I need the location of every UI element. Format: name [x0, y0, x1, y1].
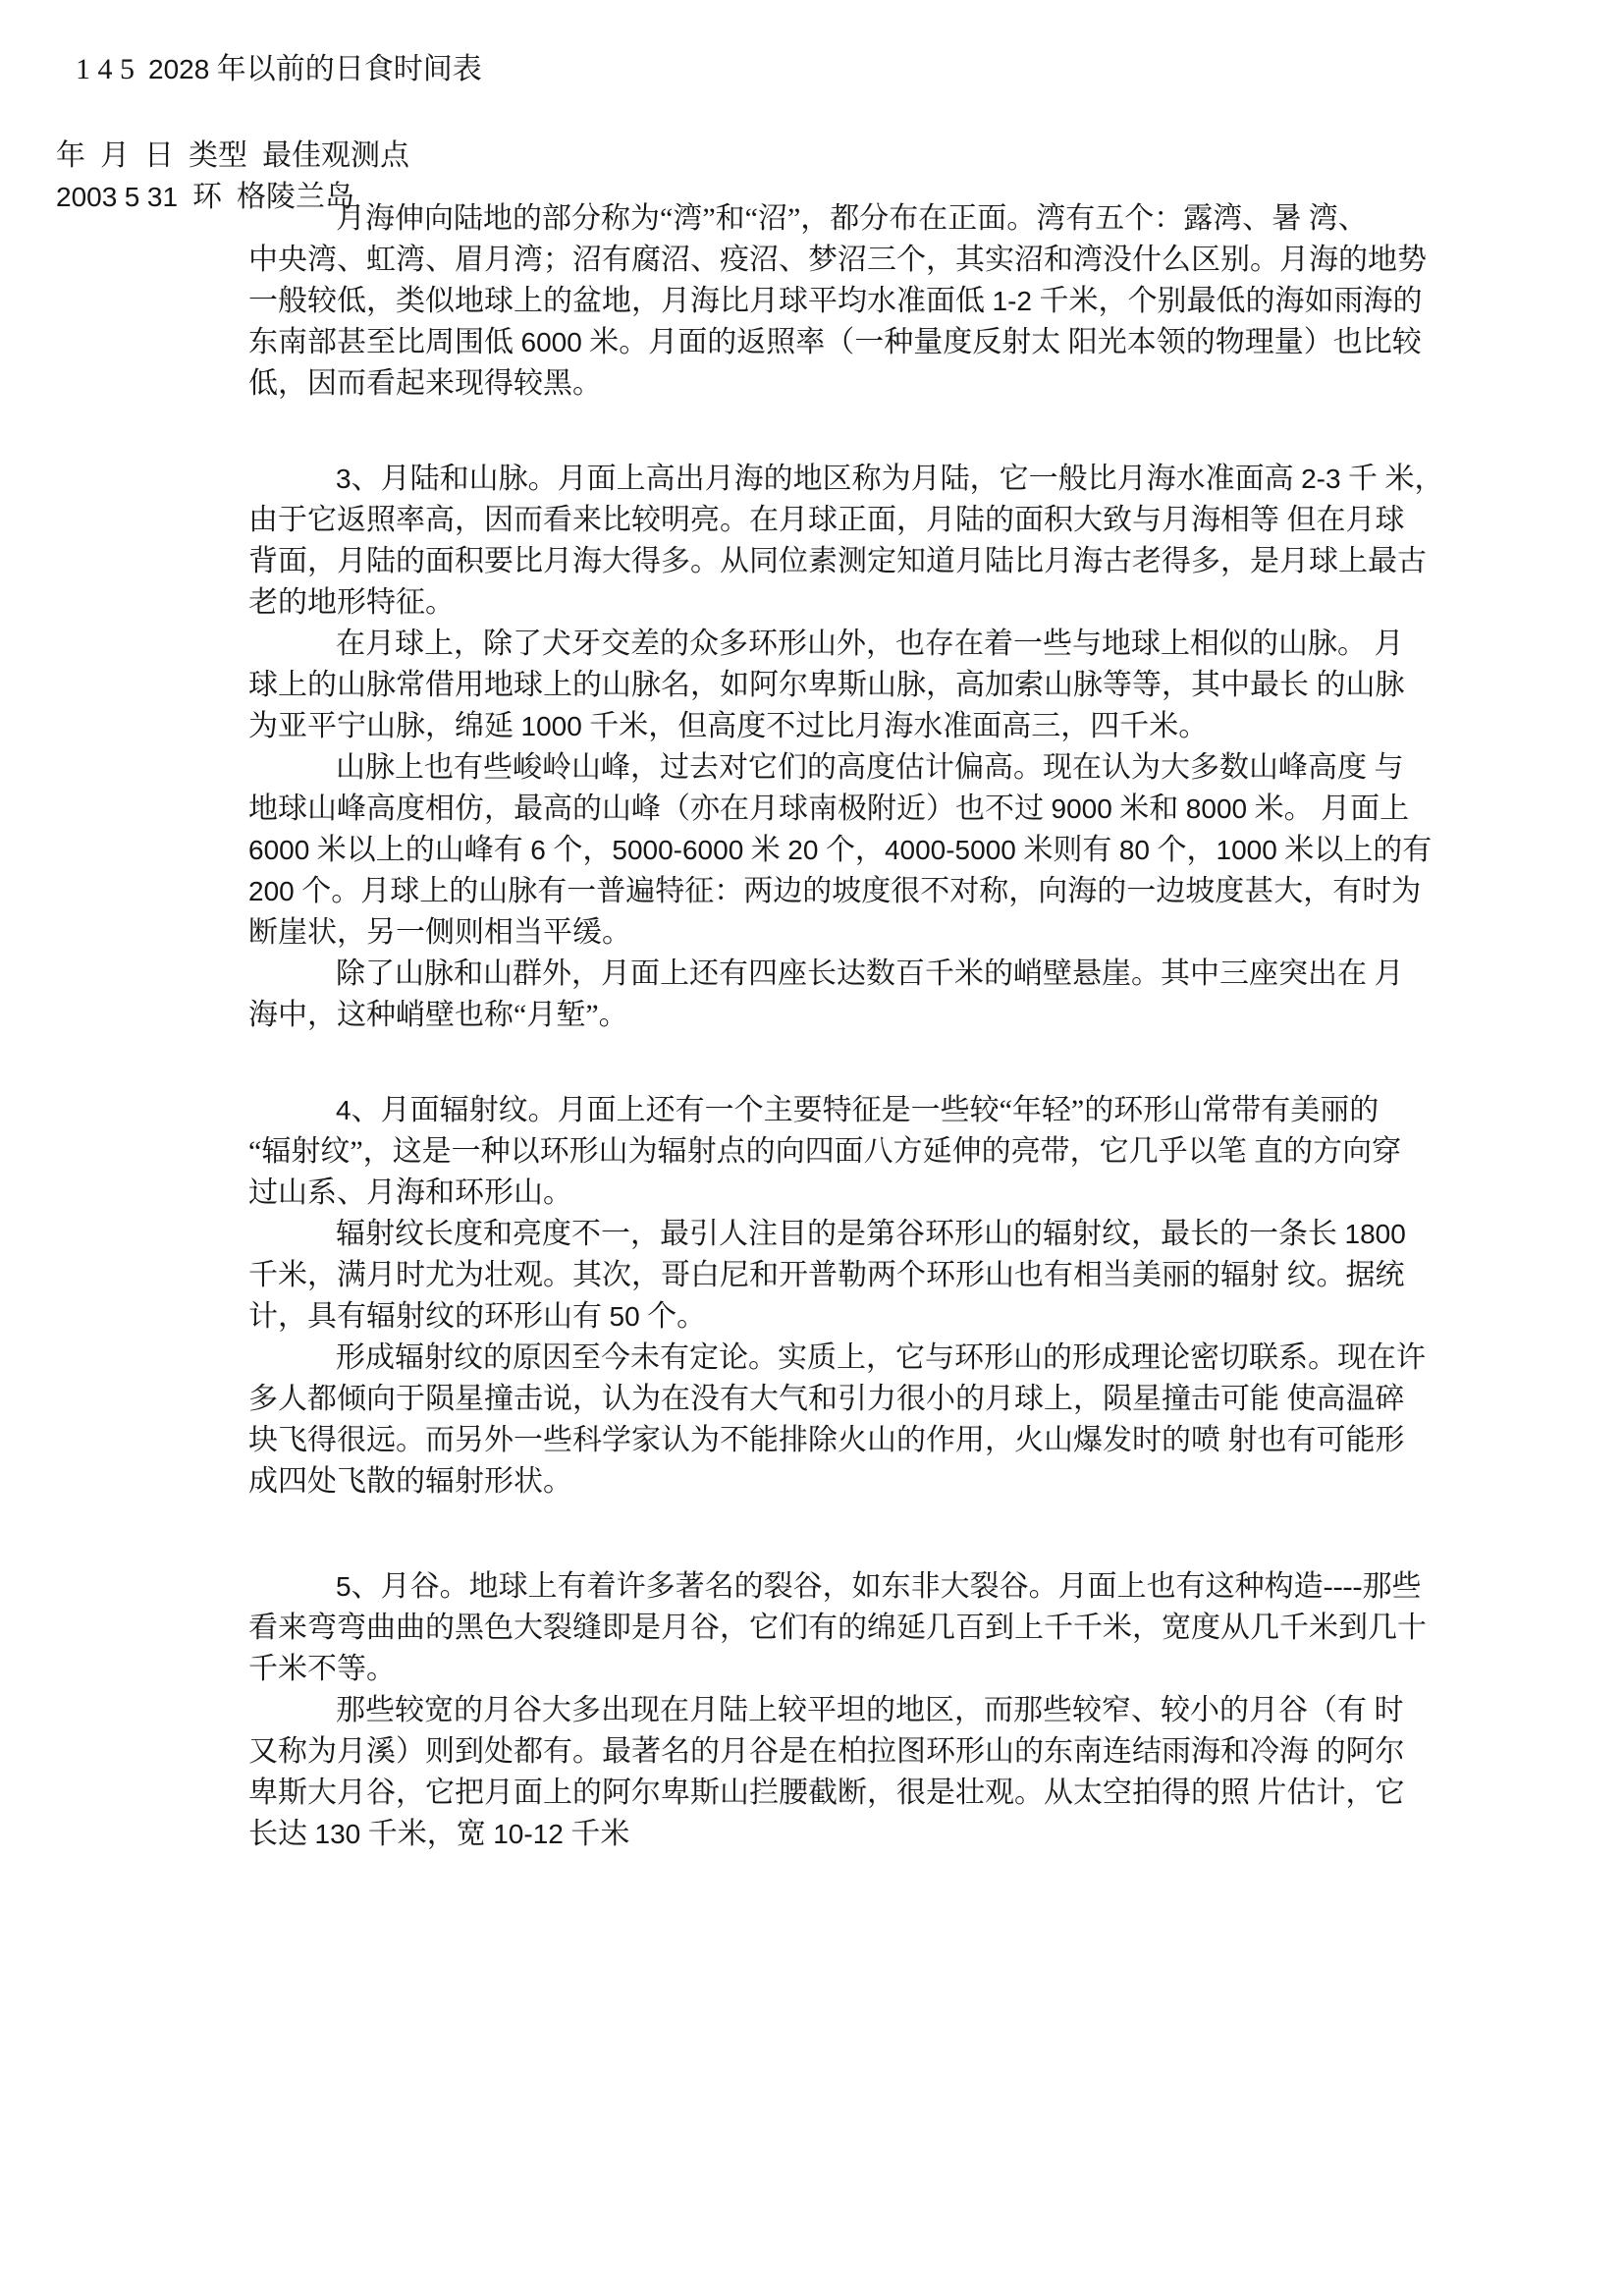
text-line: 球上的山脉常借用地球上的山脉名，如阿尔卑斯山脉，高加索山脉等等，其中最长 的山脉 [248, 669, 1405, 701]
paragraph [248, 747, 1466, 954]
paragraph [248, 1090, 1466, 1214]
paragraph [248, 954, 1466, 1036]
text-line: 老的地形特征。 [248, 586, 455, 619]
text-line: 山脉上也有些峻岭山峰，过去对它们的高度估计偏高。现在认为大多数山峰高度 与 [336, 751, 1404, 784]
text-line: 地球山峰高度相仿，最高的山峰（亦在月球南极附近）也不过 9000 米和 8000 米。 月面上 [248, 793, 1410, 825]
text-line: 除了山脉和山群外，月面上还有四座长达数百千米的峭壁悬崖。其中三座突出在 月 [336, 957, 1404, 990]
text-line: 一般较低，类似地球上的盆地，月海比月球平均水准面低 1-2 千米，个别最低的海如雨海的 [248, 285, 1423, 317]
text-line: 辐射纹长度和亮度不一，最引人注目的是第谷环形山的辐射纹，最长的一条长 1800 [336, 1218, 1406, 1250]
text-line: 3、月陆和山脉。月面上高出月海的地区称为月陆，它一般比月海水准面高 2-3 千 米， [336, 463, 1444, 495]
eclipse-table-header: 年 月 日 类型 最佳观测点 [56, 139, 409, 172]
text-line: 多人都倾向于陨星撞击说，认为在没有大气和引力很小的月球上，陨星撞击可能 使高温碎 [248, 1383, 1405, 1415]
paragraph [248, 624, 1466, 747]
paragraph [248, 1338, 1466, 1503]
text-line: 卑斯大月谷，它把月面上的阿尔卑斯山拦腰截断，很是壮观。从太空拍得的照 片估计，它 [248, 1777, 1405, 1809]
text-line: 过山系、月海和环形山。 [248, 1176, 572, 1209]
section-number: 1 4 5 [76, 53, 135, 85]
text-line: 4、月面辐射纹。月面上还有一个主要特征是一些较“年轻”的环形山常带有美丽的 [336, 1094, 1380, 1126]
text-line: 200 个。月球上的山脉有一普遍特征：两边的坡度很不对称，向海的一边坡度甚大，有时为 [248, 875, 1422, 907]
section-title: 2028 年以前的日食时间表 [148, 53, 482, 85]
text-line: 那些较宽的月谷大多出现在月陆上较平坦的地区，而那些较窄、较小的月谷（有 时 [336, 1694, 1404, 1726]
text-line: 中央湾、虹湾、眉月湾；沼有腐沼、疫沼、梦沼三个，其实沼和湾没什么区别。月海的地势 [248, 244, 1427, 276]
paragraph [248, 1690, 1466, 1855]
text-line: 月海伸向陆地的部分称为“湾”和“沼”，都分布在正面。湾有五个：露湾、暑 湾、 [336, 202, 1368, 235]
text-line: 断崖状，另一侧则相当平缓。 [248, 916, 631, 949]
blank-line [248, 1036, 1466, 1090]
document-body [248, 198, 1466, 1855]
blank-line [248, 1503, 1466, 1566]
text-line: 5、月谷。地球上有着许多著名的裂谷，如东非大裂谷。月面上也有这种构造----那些 [336, 1570, 1422, 1603]
text-line: 6000 米以上的山峰有 6 个，5000-6000 米 20 个，4000-5000 米则有 80 个，1000 米以上的有 [248, 834, 1433, 866]
text-line: 成四处飞散的辐射形状。 [248, 1465, 572, 1498]
paragraph [248, 198, 1466, 405]
text-line: 千米不等。 [248, 1653, 396, 1685]
paragraph [248, 459, 1466, 624]
paragraph [248, 1214, 1466, 1338]
text-line: 低，因而看起来现得较黑。 [248, 367, 602, 400]
section-heading [0, 49, 1623, 90]
text-line: 东南部甚至比周围低 6000 米。月面的返照率（一种量度反射太 阳光本领的物理量）也比较 [248, 326, 1422, 358]
text-line: 由于它返照率高，因而看来比较明亮。在月球正面，月陆的面积大致与月海相等 但在月球 [248, 504, 1405, 536]
text-line: 长达 130 千米，宽 10-12 千米 [248, 1818, 630, 1850]
text-line: 又称为月溪）则到处都有。最著名的月谷是在柏拉图环形山的东南连结雨海和冷海 的阿尔 [248, 1735, 1405, 1768]
paragraph [248, 1566, 1466, 1690]
text-line: 背面，月陆的面积要比月海大得多。从同位素测定知道月陆比月海古老得多，是月球上最古 [248, 545, 1427, 577]
text-line: 千米，满月时尤为壮观。其次，哥白尼和开普勒两个环形山也有相当美丽的辐射 纹。据统 [248, 1259, 1405, 1291]
eclipse-table-row: 2003 5 31 环 格陵兰岛 [56, 181, 355, 213]
text-line: 在月球上，除了犬牙交差的众多环形山外，也存在着一些与地球上相似的山脉。 月 [336, 628, 1404, 660]
text-line: 为亚平宁山脉，绵延 1000 千米，但高度不过比月海水准面高三，四千米。 [248, 710, 1209, 742]
text-line: 看来弯弯曲曲的黑色大裂缝即是月谷，它们有的绵延几百到上千千米，宽度从几千米到几十 [248, 1612, 1427, 1644]
text-line: 块飞得很远。而另外一些科学家认为不能排除火山的作用，火山爆发时的喷 射也有可能形 [248, 1424, 1405, 1456]
text-line: “辐射纹”，这是一种以环形山为辐射点的向四面八方延伸的亮带，它几乎以笔 直的方向穿 [248, 1135, 1402, 1168]
blank-line [248, 405, 1466, 459]
text-line: 形成辐射纹的原因至今未有定论。实质上，它与环形山的形成理论密切联系。现在许 [336, 1341, 1426, 1374]
text-line: 计，具有辐射纹的环形山有 50 个。 [248, 1300, 707, 1333]
text-line: 海中，这种峭壁也称“月堑”。 [248, 999, 628, 1031]
